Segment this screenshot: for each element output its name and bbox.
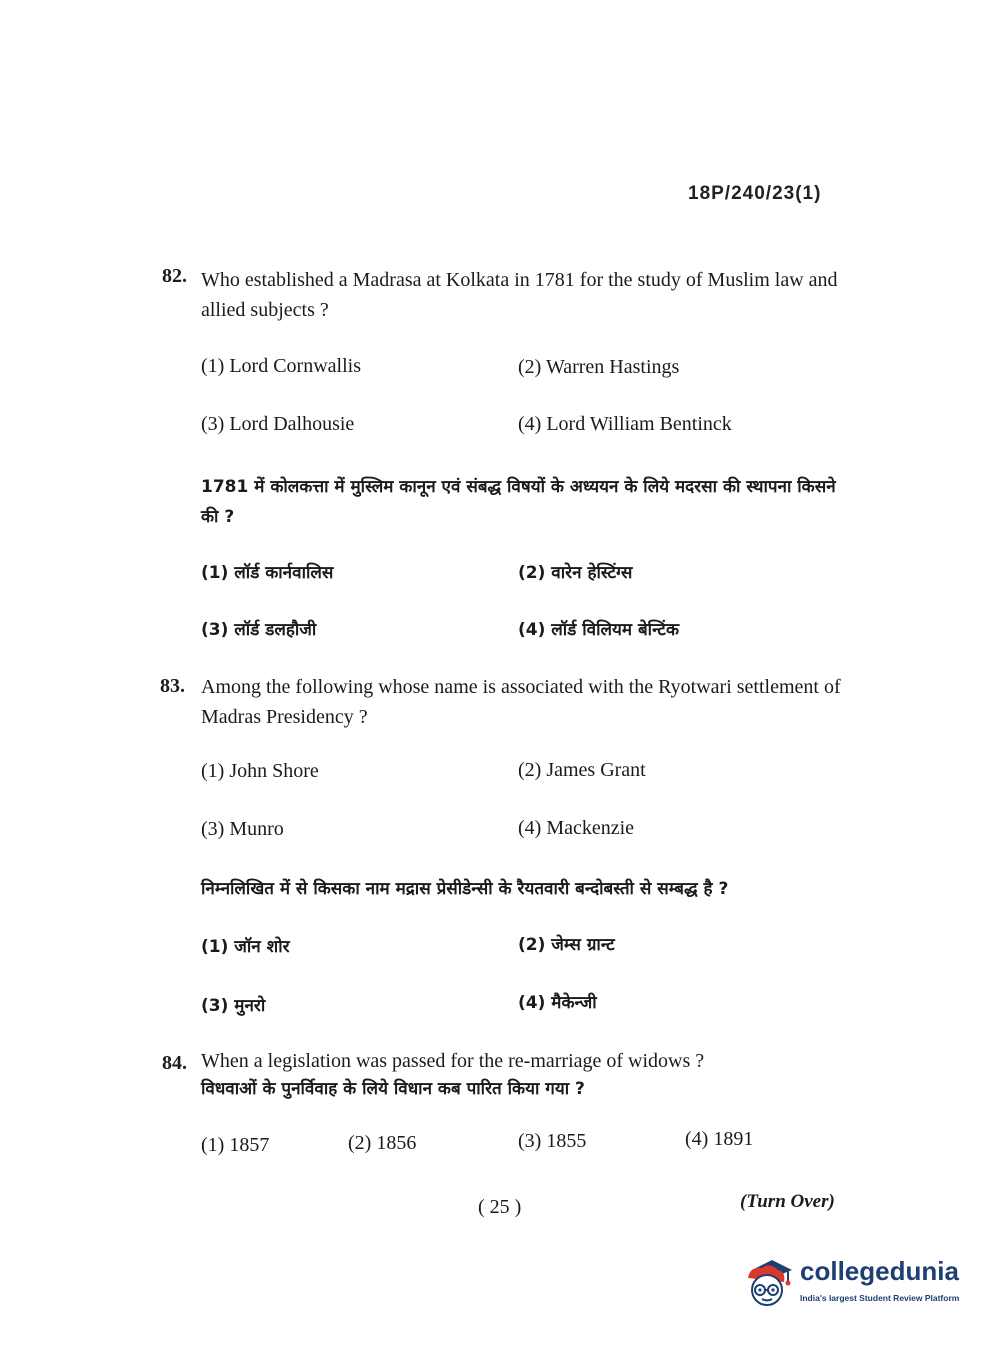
brand-tagline: India's largest Student Review Platform [800, 1293, 960, 1303]
question-text-hi: 1781 में कोलकत्ता में मुस्लिम कानून एवं संबद्ध विषयों के अध्ययन के लिये मदरसा की स्थापना किसने की ? [201, 477, 836, 527]
question-text-hi: विधवाओं के पुनर्विवाह के लिये विधान कब पारित किया गया ? [201, 1079, 585, 1099]
option-hi: (3) मुनरो [201, 996, 266, 1016]
question-text-en: Among the following whose name is associated with the Ryotwari settlement of Madras Presidency ? [201, 676, 841, 728]
option-en: (3) Lord Dalhousie [201, 413, 355, 435]
option-hi: (1) जॉन शोर [201, 937, 290, 957]
option-hi: (1) लॉर्ड कार्नवालिस [201, 563, 334, 583]
option-hi: (2) वारेन हेस्टिंग्स [518, 563, 633, 583]
option-hi: (2) जेम्स ग्रान्ट [518, 935, 615, 955]
option-en: (2) James Grant [518, 759, 646, 781]
page-number: ( 25 ) [478, 1196, 522, 1218]
option-hi: (4) लॉर्ड विलियम बेन्टिंक [518, 620, 680, 640]
question-text-en: When a legislation was passed for the re-marriage of widows ? [201, 1050, 705, 1072]
option-en: (4) Mackenzie [518, 817, 635, 839]
option-en: (1) Lord Cornwallis [201, 355, 361, 377]
option-en: (3) Munro [201, 818, 284, 840]
mascot-icon [740, 1252, 798, 1310]
option-en: (3) 1855 [518, 1130, 587, 1152]
brand-name: collegedunia [800, 1256, 959, 1286]
option-en: (4) Lord William Bentinck [518, 413, 732, 435]
option-hi: (4) मैकेन्जी [518, 993, 597, 1013]
question-number: 82. [162, 265, 187, 287]
option-hi: (3) लॉर्ड डलहौजी [201, 620, 317, 640]
paper-code: 18P/240/23(1) [688, 183, 822, 204]
option-en: (4) 1891 [685, 1128, 754, 1150]
turn-over-label: (Turn Over) [740, 1191, 835, 1212]
option-en: (1) John Shore [201, 760, 319, 782]
question-text-hi: निम्नलिखित में से किसका नाम मद्रास प्रेसीडेन्सी के रैयतवारी बन्दोबस्ती से सम्बद्ध है ? [201, 879, 729, 899]
question-number: 84. [162, 1052, 187, 1074]
question-text-en: Who established a Madrasa at Kolkata in 1781 for the study of Muslim law and allied subjects ? [201, 269, 838, 321]
option-en: (2) 1856 [348, 1132, 417, 1154]
option-en: (1) 1857 [201, 1134, 270, 1156]
option-en: (2) Warren Hastings [518, 356, 680, 378]
question-number: 83. [160, 675, 185, 697]
collegedunia-logo [740, 1252, 970, 1312]
